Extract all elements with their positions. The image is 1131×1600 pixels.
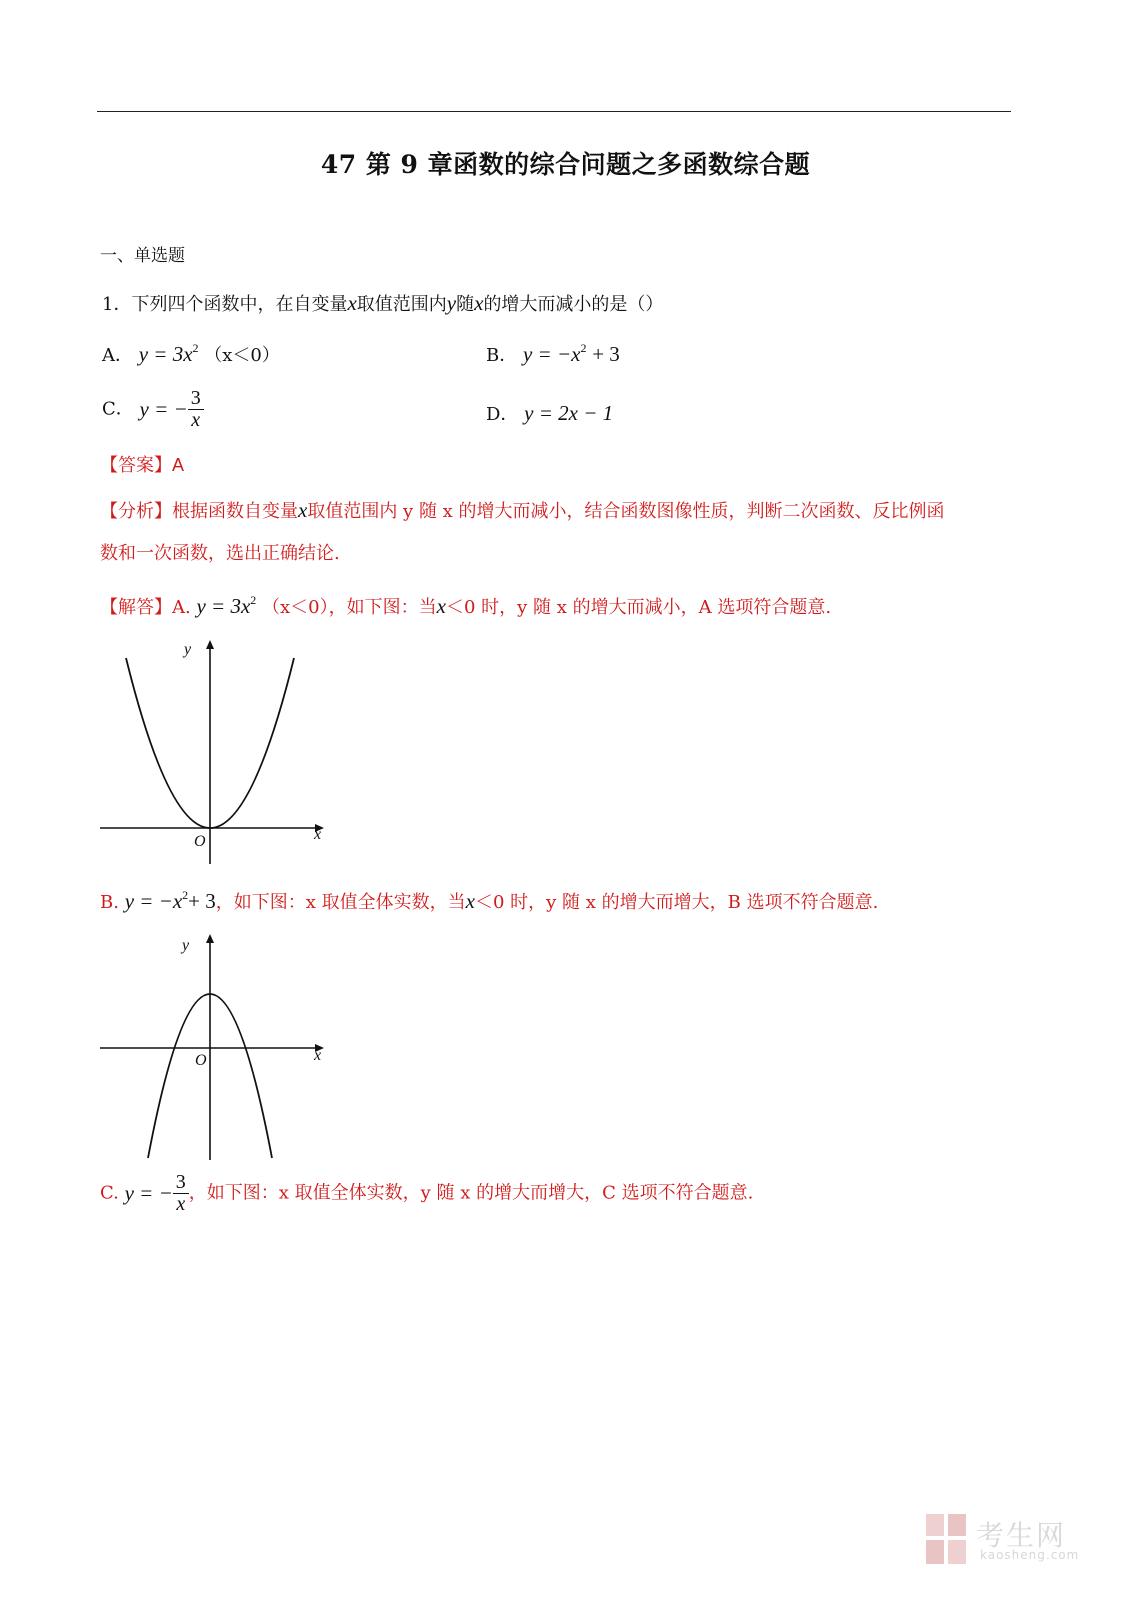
origin-label: O <box>195 1052 207 1069</box>
section-heading: 一、单选题 <box>100 246 185 266</box>
answer-line: 【答案】A <box>100 455 185 476</box>
analysis-line-2: 数和一次函数，选出正确结论. <box>100 543 340 564</box>
solution-c-fraction: $\frac{3}{x}$ <box>173 1172 189 1215</box>
question-stem: 1．下列四个函数中，在自变量x取值范围内y随x的增大而减小的是（） <box>102 291 664 315</box>
option-c-fraction: $\frac{3}{x}$ <box>188 388 204 431</box>
y-axis-label: y <box>182 937 190 954</box>
y-axis-label: y <box>184 641 192 658</box>
option-a: A． $y = 3x^2$ （x＜0） <box>102 341 280 366</box>
option-b: B． $y = -x^2 + 3$ <box>486 341 620 366</box>
solution-a: 【解答】A. $y = 3x^2$ （x＜0），如下图：当x＜0 时，y 随 x 的增大而减小，A 选项符合题意. <box>100 593 832 618</box>
watermark-logo-icon <box>924 1512 970 1568</box>
x-axis-label: x <box>314 1047 322 1064</box>
option-c: C． y = − $\frac{3}{x}$ <box>102 388 204 431</box>
solution-b: B. $y = -x^2+ 3$，如下图：x 取值全体实数，当x＜0 时，y 随 x 的增大而增大，B 选项不符合题意. <box>100 888 879 913</box>
header-rule <box>97 111 1011 112</box>
origin-label: O <box>194 833 206 850</box>
analysis-line-1: 【分析】根据函数自变量x取值范围内 y 随 x 的增大而减小，结合函数图像性质，判断二次函数、反比例函 <box>100 498 945 522</box>
solution-c: C. y = − $\frac{3}{x}$ ，如下图：x 取值全体实数，y 随 x 的增大而增大，C 选项不符合题意. <box>100 1171 754 1215</box>
graph-parabola-up <box>96 638 336 868</box>
x-axis-label: x <box>314 826 322 843</box>
option-d: D． y = 2x − 1 <box>486 401 614 425</box>
page-title: 47 第 9 章函数的综合问题之多函数综合题 <box>320 150 811 179</box>
watermark <box>924 1508 1094 1568</box>
watermark-name: 考生网 <box>976 1519 1067 1552</box>
graph-parabola-down <box>96 932 336 1164</box>
watermark-url: kaosheng.com <box>980 1548 1080 1562</box>
